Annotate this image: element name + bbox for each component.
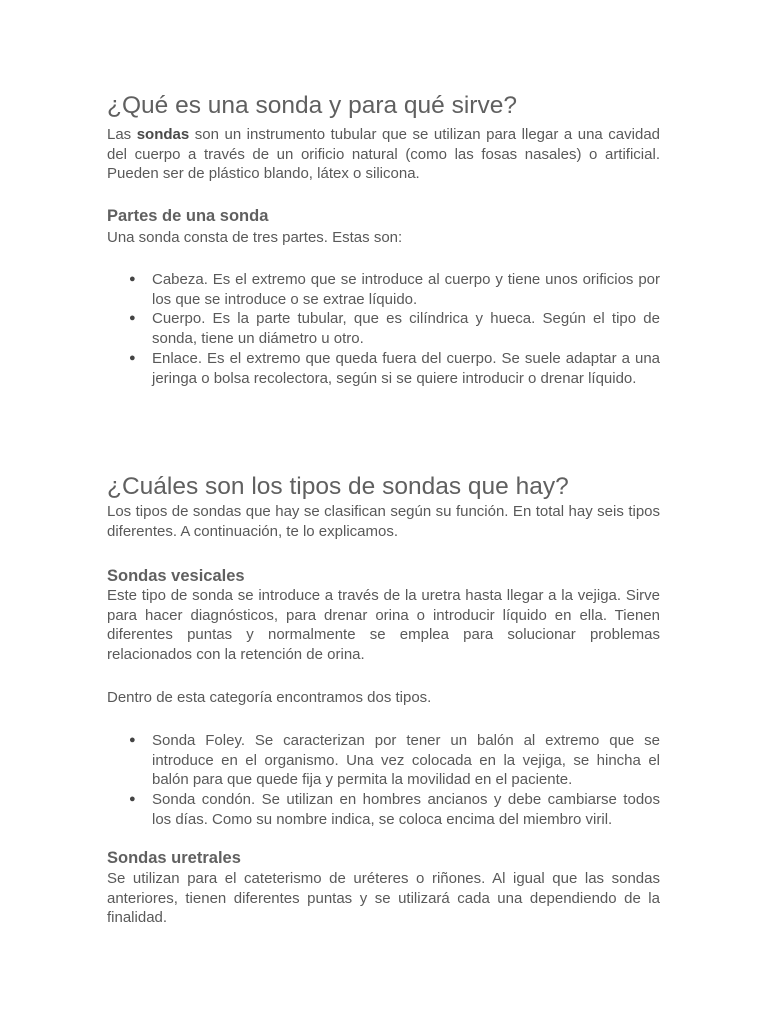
heading-sondas-uretrales: Sondas uretrales [107, 849, 241, 867]
parts-list [107, 270, 660, 388]
bullet-icon: ● [129, 312, 136, 325]
intro-text-pre: Las [107, 126, 137, 143]
vesicales-paragraph: Este tipo de sonda se introduce a través de la uretra hasta llegar a la vejiga. Sirve para hacer diagnósticos, para drenar orina o introducir líquido en ella. Tienen diferentes puntas y normalmente se emplea para solucionar problemas relacionados con la retención de orina. [107, 587, 660, 664]
bullet-icon: ● [129, 273, 136, 285]
heading-sondas-vesicales: Sondas vesicales [107, 567, 245, 585]
list-item-text: Sonda Foley. Se caracterizan por tener un balón al extremo que se introduce en el organismo. Una vez colocada en la vejiga, se hincha el balón para que quede fija y permita la movilidad en el paciente. [152, 732, 660, 789]
bullet-icon: ● [129, 734, 136, 746]
uretrales-paragraph: Se utilizan para el cateterismo de uréteres o riñones. Al igual que las sondas anteriores, tienen diferentes puntas y se utilizará cada una dependiendo de la finalidad. [107, 870, 660, 927]
section-title-que-es: ¿Qué es una sonda y para qué sirve? [107, 92, 517, 119]
list-item [107, 270, 660, 309]
intro-paragraph [107, 125, 660, 184]
intro-text-post: son un instrumento tubular que se utilizan para llegar a una cavidad del cuerpo a través de un orificio natural (como las fosas nasales) o artificial. Pueden ser de plástico blando, látex o silicona. [107, 126, 660, 183]
section-title-tipos: ¿Cuáles son los tipos de sondas que hay? [107, 473, 569, 500]
list-item-text: Cabeza. Es el extremo que se introduce al cuerpo y tiene unos orificios por los que se introduce o se extrae líquido. [152, 271, 660, 308]
list-item-text: Sonda condón. Se utilizan en hombres ancianos y debe cambiarse todos los días. Como su nombre indica, se coloca encima del miembro viril. [152, 791, 660, 828]
intro-bold-term: sondas [136, 126, 190, 143]
bullet-icon: ● [129, 793, 136, 806]
vesicales-types-list [107, 731, 660, 830]
list-item [107, 731, 660, 790]
tipos-intro: Los tipos de sondas que hay se clasifican según su función. En total hay seis tipos diferentes. A continuación, te lo explicamos. [107, 503, 660, 540]
list-item-text: Enlace. Es el extremo que queda fuera del cuerpo. Se suele adaptar a una jeringa o bolsa recolectora, según si se quiere introducir o drenar líquido. [152, 349, 660, 387]
subheading-partes: Partes de una sonda [107, 207, 269, 225]
list-item [107, 309, 660, 348]
parts-intro: Una sonda consta de tres partes. Estas son: [107, 229, 403, 246]
bullet-icon: ● [129, 351, 136, 364]
list-item [107, 349, 660, 388]
list-item-text: Cuerpo. Es la parte tubular, que es cilíndrica y hueca. Según el tipo de sonda, tiene un diámetro u otro. [152, 310, 660, 348]
vesicales-types-intro: Dentro de esta categoría encontramos dos tipos. [107, 689, 432, 706]
list-item [107, 790, 660, 829]
